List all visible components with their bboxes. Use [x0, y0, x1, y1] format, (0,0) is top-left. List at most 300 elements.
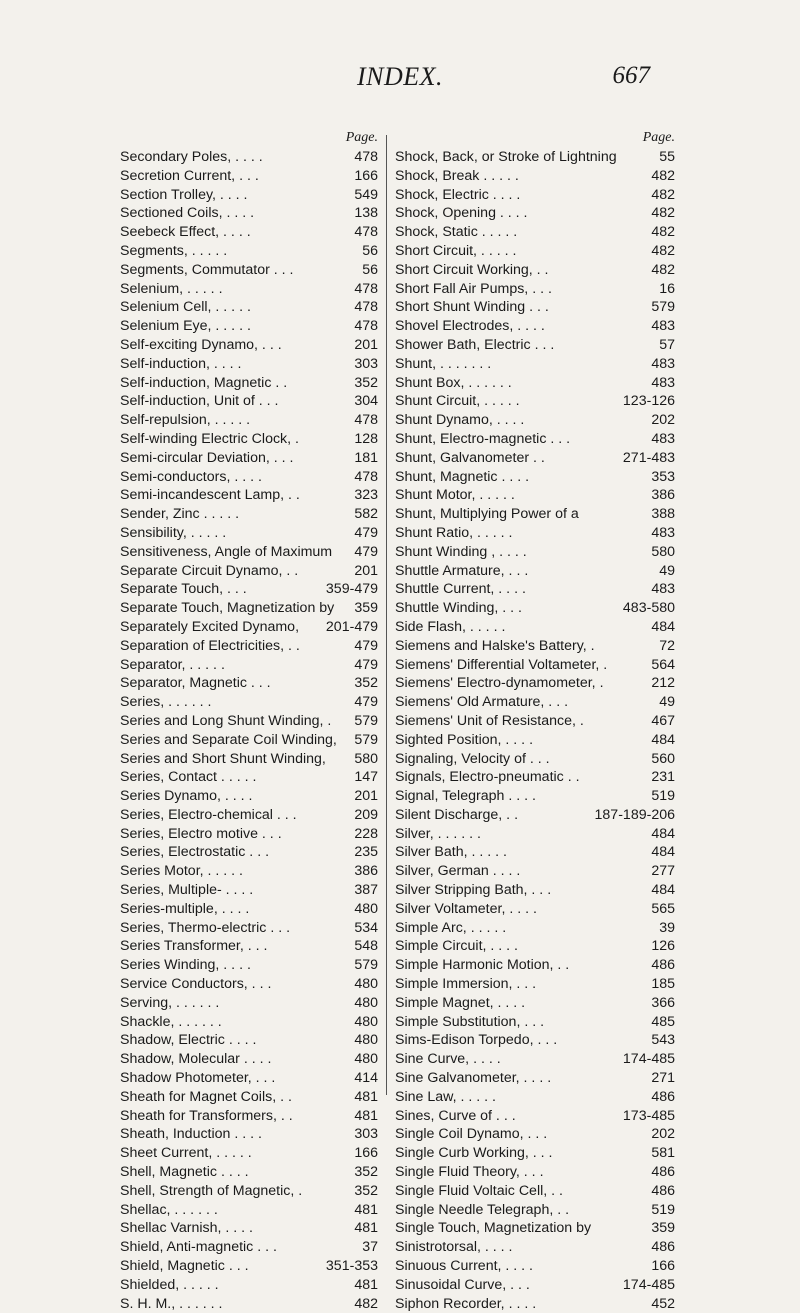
column-heading: Page. — [642, 130, 675, 145]
index-entry-page: 56 — [362, 261, 378, 278]
index-entry — [395, 618, 675, 637]
index-entry — [120, 674, 378, 693]
index-entry-page: 351-353 — [325, 1258, 378, 1275]
index-entry-page: 480 — [354, 1032, 378, 1049]
index-entry-page: 212 — [651, 675, 675, 692]
index-entry-term: Semi-incandescent Lamp, . . — [120, 487, 300, 504]
index-entry-term: Simple Harmonic Motion, . . — [395, 957, 570, 974]
index-entry-page: 235 — [354, 844, 378, 861]
index-entry — [120, 1163, 378, 1182]
index-entry-term: Single Coil Dynamo, . . . — [395, 1126, 548, 1143]
index-entry-term: S. H. M., . . . . . . — [120, 1295, 223, 1312]
index-entry — [120, 449, 378, 468]
index-entry-page: 486 — [651, 1164, 675, 1181]
page-number: 667 — [612, 62, 650, 89]
index-entry-page: 303 — [354, 1126, 378, 1143]
index-entry — [120, 1050, 378, 1069]
index-entry — [120, 731, 378, 750]
index-entry — [395, 336, 675, 355]
index-entry — [120, 994, 378, 1013]
index-entry-page: 478 — [354, 412, 378, 429]
index-entry-page: 352 — [354, 1182, 378, 1199]
index-entry — [395, 1050, 675, 1069]
index-entry — [120, 1088, 378, 1107]
index-entry-term: Separate Touch, . . . — [120, 581, 247, 598]
index-entry-page: 467 — [651, 712, 675, 729]
index-entry — [120, 1069, 378, 1088]
index-entry-page: 479 — [354, 656, 378, 673]
index-entry-term: Shuttle Winding, . . . — [395, 600, 522, 617]
index-entry-term: Shunt, Multiplying Power of a — [395, 506, 579, 523]
index-entry — [120, 599, 378, 618]
index-entry — [395, 862, 675, 881]
index-entry-page: 55 — [659, 149, 675, 165]
index-entry — [120, 392, 378, 411]
index-entry-term: Shunt Winding , . . . . — [395, 543, 527, 560]
index-entry — [395, 1219, 675, 1238]
index-entry-page: 386 — [354, 863, 378, 880]
index-entry-page: 481 — [354, 1107, 378, 1124]
index-entry-term: Signal, Telegraph . . . . — [395, 788, 536, 805]
index-entry-page: 386 — [651, 487, 675, 504]
index-entry-term: Simple Arc, . . . . . — [395, 919, 507, 936]
index-entry-term: Shunt Ratio, . . . . . — [395, 524, 513, 541]
index-entry-term: Shock, Back, or Stroke of Lightning — [395, 149, 617, 165]
index-entry — [120, 148, 378, 167]
index-entry-page: 366 — [651, 994, 675, 1011]
index-entry-page: 484 — [651, 844, 675, 861]
index-entry-page: 481 — [354, 1276, 378, 1293]
index-entry-term: Series Dynamo, . . . . — [120, 788, 253, 805]
index-entry — [120, 1013, 378, 1032]
index-entry-page: 352 — [354, 1164, 378, 1181]
index-entry-term: Sheath for Transformers, . . — [120, 1107, 293, 1124]
index-entry-term: Self-winding Electric Clock, . — [120, 430, 299, 447]
index-entry-term: Single Fluid Theory, . . . — [395, 1164, 544, 1181]
index-entry-page: 548 — [354, 938, 378, 955]
index-entry-page: 534 — [354, 919, 378, 936]
page-header — [0, 60, 800, 100]
index-entry-term: Sheath for Magnet Coils, . . — [120, 1088, 292, 1105]
index-entry-page: 478 — [354, 280, 378, 297]
index-entry-term: Selenium Eye, . . . . . — [120, 318, 251, 335]
index-entry — [395, 148, 675, 167]
index-entry-term: Series, Thermo-electric . . . — [120, 919, 291, 936]
index-entry — [395, 317, 675, 336]
index-entry — [120, 750, 378, 769]
index-entry-term: Shock, Opening . . . . — [395, 205, 528, 222]
index-entry — [120, 843, 378, 862]
index-entry-page: 228 — [354, 825, 378, 842]
index-entry-page: 166 — [354, 1145, 378, 1162]
index-entry — [120, 411, 378, 430]
index-entry-term: Separate Circuit Dynamo, . . — [120, 562, 299, 579]
index-entry — [395, 599, 675, 618]
index-entry-page: 202 — [651, 1126, 675, 1143]
index-entry-page: 484 — [651, 825, 675, 842]
index-entry — [120, 1257, 378, 1276]
index-entry-page: 138 — [354, 205, 378, 222]
index-entry-term: Short Fall Air Pumps, . . . — [395, 280, 552, 297]
index-entry-page: 480 — [354, 994, 378, 1011]
index-entry — [120, 975, 378, 994]
index-entry — [395, 1295, 675, 1313]
index-entry-term: Segments, Commutator . . . — [120, 261, 294, 278]
index-entry-term: Signals, Electro-pneumatic . . — [395, 769, 580, 786]
index-entry-page: 479 — [354, 524, 378, 541]
index-entry — [395, 712, 675, 731]
index-entry-page: 16 — [659, 280, 675, 297]
index-entry-page: 482 — [651, 186, 675, 203]
index-entry — [395, 806, 675, 825]
index-entry-page: 482 — [651, 242, 675, 259]
index-entry-page: 519 — [651, 1201, 675, 1218]
index-entry-page: 128 — [354, 430, 378, 447]
index-entry-page: 387 — [354, 882, 378, 899]
index-entry-page: 565 — [651, 900, 675, 917]
index-entry-term: Shovel Electrodes, . . . . — [395, 318, 545, 335]
index-entry — [120, 1182, 378, 1201]
index-entry-page: 353 — [651, 468, 675, 485]
index-entry-term: Sines, Curve of . . . — [395, 1107, 516, 1124]
index-entry-list — [395, 148, 675, 1313]
index-entry-term: Shield, Anti-magnetic . . . — [120, 1239, 277, 1256]
index-entry — [395, 1125, 675, 1144]
index-entry-page: 482 — [651, 224, 675, 241]
index-entry — [395, 1031, 675, 1050]
index-entry — [120, 637, 378, 656]
index-entry — [395, 1069, 675, 1088]
index-entry — [120, 167, 378, 186]
index-entry-page: 209 — [354, 806, 378, 823]
index-entry-term: Shunt Motor, . . . . . — [395, 487, 515, 504]
index-entry-term: Siemens' Electro-dynamometer, . — [395, 675, 604, 692]
index-entry-page: 580 — [354, 750, 378, 767]
index-entry-page: 202 — [651, 412, 675, 429]
index-entry-page: 187-189-206 — [594, 806, 675, 823]
index-entry — [395, 1182, 675, 1201]
index-entry-term: Series, Multiple- . . . . — [120, 882, 254, 899]
index-entry — [120, 806, 378, 825]
column-divider — [386, 135, 387, 1095]
index-entry — [120, 919, 378, 938]
index-entry-term: Series and Long Shunt Winding, . — [120, 712, 332, 729]
index-entry — [120, 543, 378, 562]
index-entry-term: Series, Electro motive . . . — [120, 825, 282, 842]
index-entry — [120, 562, 378, 581]
index-entry — [395, 1201, 675, 1220]
index-entry — [120, 900, 378, 919]
index-entry-page: 303 — [354, 355, 378, 372]
index-entry-term: Shadow, Molecular . . . . — [120, 1051, 272, 1068]
index-entry-term: Shunt, Galvanometer . . — [395, 449, 545, 466]
index-entry-term: Silver, German . . . . — [395, 863, 521, 880]
index-entry-page: 483 — [651, 430, 675, 447]
index-entry-term: Series Motor, . . . . . — [120, 863, 243, 880]
index-entry-term: Short Circuit, . . . . . — [395, 242, 517, 259]
index-entry — [395, 731, 675, 750]
index-entry-term: Sender, Zinc . . . . . — [120, 506, 240, 523]
index-entry-page: 201-479 — [325, 618, 378, 635]
index-entry-page: 479 — [354, 694, 378, 711]
index-entry-term: Sinistrotorsal, . . . . — [395, 1239, 513, 1256]
index-entry-page: 352 — [354, 374, 378, 391]
index-entry — [120, 486, 378, 505]
index-entry-page: 277 — [651, 863, 675, 880]
index-entry-page: 483 — [651, 581, 675, 598]
index-entry-page: 481 — [354, 1088, 378, 1105]
index-entry-term: Silver Bath, . . . . . — [395, 844, 507, 861]
index-entry-page: 484 — [651, 882, 675, 899]
index-entry-term: Shock, Electric . . . . — [395, 186, 521, 203]
index-entry-page: 480 — [354, 1013, 378, 1030]
index-entry-page: 147 — [354, 769, 378, 786]
index-entry-term: Sheet Current, . . . . . — [120, 1145, 252, 1162]
index-entry-term: Series, Electrostatic . . . — [120, 844, 270, 861]
index-entry-term: Simple Immersion, . . . — [395, 976, 537, 993]
index-entry — [395, 505, 675, 524]
index-entry-term: Separator, . . . . . — [120, 656, 225, 673]
index-entry-page: 174-485 — [622, 1051, 675, 1068]
index-entry-page: 486 — [651, 1088, 675, 1105]
index-entry-term: Shunt Circuit, . . . . . — [395, 393, 520, 410]
index-entry — [120, 317, 378, 336]
index-entry-term: Semi-circular Deviation, . . . — [120, 449, 294, 466]
index-entry-page: 478 — [354, 149, 378, 165]
index-entry-term: Series and Separate Coil Winding, — [120, 731, 337, 748]
index-entry-page: 166 — [354, 167, 378, 184]
index-entry — [120, 242, 378, 261]
index-entry — [120, 618, 378, 637]
index-entry — [120, 937, 378, 956]
index-entry-term: Shackle, . . . . . . — [120, 1013, 222, 1030]
index-entry-term: Sinuous Current, . . . . — [395, 1258, 533, 1275]
page-title: INDEX. — [356, 62, 444, 91]
index-entry-term: Shell, Magnetic . . . . — [120, 1164, 249, 1181]
index-entry — [395, 750, 675, 769]
index-entry-page: 480 — [354, 900, 378, 917]
index-entry-page: 57 — [659, 336, 675, 353]
index-entry-term: Shunt Dynamo, . . . . — [395, 412, 525, 429]
index-entry — [395, 975, 675, 994]
index-entry — [120, 1144, 378, 1163]
index-entry — [395, 223, 675, 242]
index-entry — [395, 449, 675, 468]
index-entry-page: 352 — [354, 675, 378, 692]
index-entry — [120, 298, 378, 317]
index-entry-page: 478 — [354, 318, 378, 335]
index-entry — [395, 280, 675, 299]
index-entry-term: Silver Stripping Bath, . . . — [395, 882, 552, 899]
index-entry-page: 359-479 — [325, 581, 378, 598]
index-entry — [395, 674, 675, 693]
index-entry-page: 581 — [651, 1145, 675, 1162]
index-entry-term: Siemens and Halske's Battery, . — [395, 637, 595, 654]
index-entry-page: 486 — [651, 1239, 675, 1256]
index-entry-term: Separate Touch, Magnetization by — [120, 600, 335, 617]
index-entry-term: Series, Contact . . . . . — [120, 769, 257, 786]
index-entry — [120, 468, 378, 487]
index-entry-term: Silver, . . . . . . — [395, 825, 481, 842]
index-entry-term: Secondary Poles, . . . . — [120, 149, 263, 165]
index-entry — [395, 637, 675, 656]
index-entry-page: 481 — [354, 1220, 378, 1237]
index-entry-term: Sectioned Coils, . . . . — [120, 205, 255, 222]
index-entry-page: 201 — [354, 562, 378, 579]
index-entry — [395, 994, 675, 1013]
index-entry-page: 483 — [651, 374, 675, 391]
index-entry-term: Shellac, . . . . . . — [120, 1201, 218, 1218]
index-entry-term: Sensitiveness, Angle of Maximum — [120, 543, 333, 560]
index-entry — [120, 186, 378, 205]
index-entry-term: Siphon Recorder, . . . . — [395, 1295, 537, 1312]
index-entry — [395, 693, 675, 712]
index-entry — [395, 430, 675, 449]
index-entry — [120, 656, 378, 675]
index-entry-term: Shadow, Electric . . . . — [120, 1032, 257, 1049]
index-entry-list — [120, 148, 378, 1313]
index-entry-term: Segments, . . . . . — [120, 242, 228, 259]
index-entry-page: 564 — [651, 656, 675, 673]
index-entry — [395, 843, 675, 862]
index-entry — [120, 336, 378, 355]
index-entry — [120, 712, 378, 731]
index-entry — [120, 580, 378, 599]
index-entry-page: 201 — [354, 336, 378, 353]
index-entry — [120, 693, 378, 712]
index-entry-term: Siemens' Differential Voltameter, . — [395, 656, 608, 673]
index-entry-page: 543 — [651, 1032, 675, 1049]
index-entry-term: Single Touch, Magnetization by — [395, 1220, 592, 1237]
index-entry-term: Sinusoidal Curve, . . . — [395, 1276, 530, 1293]
index-entry-term: Separator, Magnetic . . . — [120, 675, 271, 692]
index-entry — [395, 167, 675, 186]
index-entry-term: Secretion Current, . . . — [120, 167, 259, 184]
index-entry-page: 486 — [651, 957, 675, 974]
index-entry-page: 579 — [354, 731, 378, 748]
index-entry — [395, 787, 675, 806]
index-entry-term: Sine Curve, . . . . — [395, 1051, 501, 1068]
index-entry-term: Silent Discharge, . . — [395, 806, 519, 823]
index-entry — [395, 355, 675, 374]
index-entry-term: Sensibility, . . . . . — [120, 524, 227, 541]
index-entry-page: 185 — [651, 976, 675, 993]
index-entry-term: Self-induction, . . . . — [120, 355, 242, 372]
index-entry-term: Signaling, Velocity of . . . — [395, 750, 550, 767]
index-entry — [395, 1144, 675, 1163]
index-entry-page: 271-483 — [622, 449, 675, 466]
index-entry-term: Shock, Static . . . . . — [395, 224, 518, 241]
index-entry-page: 56 — [362, 242, 378, 259]
index-entry-page: 484 — [651, 731, 675, 748]
index-entry-page: 166 — [651, 1258, 675, 1275]
index-entry-term: Self-induction, Magnetic . . — [120, 374, 288, 391]
index-entry-page: 484 — [651, 618, 675, 635]
index-entry — [395, 562, 675, 581]
index-entry-page: 452 — [651, 1295, 675, 1312]
index-entry-term: Separation of Electricities, . . — [120, 637, 300, 654]
index-entry-page: 123-126 — [622, 393, 675, 410]
index-entry-page: 479 — [354, 637, 378, 654]
index-entry — [120, 1031, 378, 1050]
index-entry-page: 72 — [659, 637, 675, 654]
index-entry-term: Shunt, Magnetic . . . . — [395, 468, 530, 485]
index-entry-page: 478 — [354, 299, 378, 316]
index-entry-term: Short Shunt Winding . . . — [395, 299, 549, 316]
index-entry — [395, 468, 675, 487]
index-entry-page: 478 — [354, 224, 378, 241]
index-entry — [395, 1257, 675, 1276]
index-entry-term: Short Circuit Working, . . — [395, 261, 549, 278]
index-entry — [120, 1201, 378, 1220]
index-entry-page: 485 — [651, 1013, 675, 1030]
index-entry-page: 549 — [354, 186, 378, 203]
index-entry — [395, 411, 675, 430]
index-entry-term: Silver Voltameter, . . . . — [395, 900, 537, 917]
index-entry-page: 579 — [354, 712, 378, 729]
index-entry-term: Shellac Varnish, . . . . — [120, 1220, 253, 1237]
index-entry-page: 482 — [651, 167, 675, 184]
index-entry-term: Series and Short Shunt Winding, — [120, 750, 326, 767]
index-entry-page: 49 — [659, 562, 675, 579]
index-column-right — [395, 130, 675, 1312]
index-entry-term: Simple Circuit, . . . . — [395, 938, 518, 955]
index-entry — [395, 881, 675, 900]
index-entry — [395, 392, 675, 411]
index-entry-term: Sine Law, . . . . . — [395, 1088, 496, 1105]
index-entry — [395, 524, 675, 543]
index-entry-term: Shunt, Electro-magnetic . . . — [395, 430, 571, 447]
index-entry-term: Sine Galvanometer, . . . . — [395, 1070, 552, 1087]
index-entry-term: Shower Bath, Electric . . . — [395, 336, 555, 353]
index-entry-page: 482 — [651, 261, 675, 278]
index-entry-page: 174-485 — [622, 1276, 675, 1293]
index-entry — [395, 937, 675, 956]
index-entry-term: Simple Substitution, . . . — [395, 1013, 545, 1030]
index-entry — [120, 204, 378, 223]
index-entry-term: Series Winding, . . . . — [120, 957, 251, 974]
index-entry — [120, 355, 378, 374]
index-entry-term: Side Flash, . . . . . — [395, 618, 506, 635]
index-entry-term: Shuttle Current, . . . . — [395, 581, 526, 598]
index-entry-term: Self-exciting Dynamo, . . . — [120, 336, 282, 353]
index-entry-term: Shunt Box, . . . . . . — [395, 374, 512, 391]
index-entry — [395, 486, 675, 505]
index-entry-page: 414 — [354, 1070, 378, 1087]
index-entry-term: Siemens' Old Armature, . . . — [395, 694, 569, 711]
index-entry-page: 39 — [659, 919, 675, 936]
index-entry — [120, 524, 378, 543]
index-entry — [120, 374, 378, 393]
index-entry-page: 560 — [651, 750, 675, 767]
index-entry-term: Seebeck Effect, . . . . — [120, 224, 251, 241]
index-entry-term: Series, Electro-chemical . . . — [120, 806, 297, 823]
index-entry-page: 480 — [354, 1051, 378, 1068]
index-entry — [395, 1107, 675, 1126]
index-entry — [120, 768, 378, 787]
index-entry — [395, 656, 675, 675]
index-entry — [395, 242, 675, 261]
index-entry-page: 201 — [354, 788, 378, 805]
index-entry-term: Siemens' Unit of Resistance, . — [395, 712, 584, 729]
index-entry — [395, 1013, 675, 1032]
index-entry-page: 486 — [651, 1182, 675, 1199]
index-entry-term: Shunt, . . . . . . . — [395, 355, 492, 372]
index-entry — [395, 900, 675, 919]
index-entry-page: 580 — [651, 543, 675, 560]
index-entry-term: Selenium, . . . . . — [120, 280, 223, 297]
index-entry — [395, 956, 675, 975]
